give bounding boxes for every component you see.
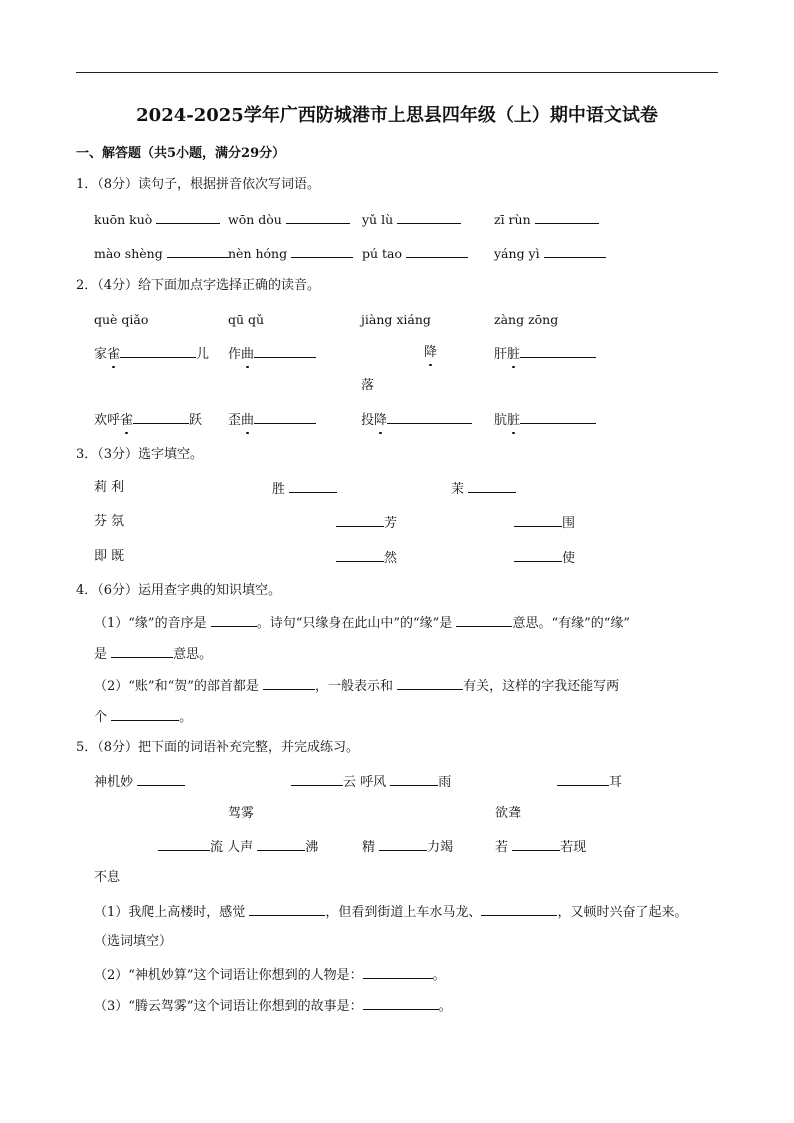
q1-pinyin: kuōn kuò <box>94 212 153 227</box>
answer-blank[interactable] <box>390 773 438 786</box>
answer-blank[interactable] <box>397 211 461 224</box>
answer-blank[interactable] <box>257 838 305 851</box>
q2-word <box>94 411 202 429</box>
answer-blank[interactable] <box>514 514 562 527</box>
q1-pinyin: yǔ lù <box>362 212 394 227</box>
q5-heading: 5．（8分）把下面的词语补充完整，并完成练习。 <box>76 740 360 755</box>
text-part: （2）“神机妙算”这个词语让你想到的人物是： <box>94 968 363 983</box>
answer-blank[interactable] <box>291 245 353 258</box>
answer-blank[interactable] <box>336 549 384 562</box>
text-part: 。 <box>179 710 193 725</box>
word-part: 使 <box>562 551 576 566</box>
text-part: 个 <box>94 710 108 725</box>
text-part: 。 <box>438 999 452 1014</box>
q1-heading: 1．（8分）读句子，根据拼音依次写词语。 <box>76 177 321 192</box>
q4-line <box>94 614 630 632</box>
dotted-char: 曲 <box>241 347 255 362</box>
q1-pinyin: zī rùn <box>494 212 531 227</box>
q4-line <box>94 708 192 726</box>
word-part: 胜 <box>272 482 286 497</box>
word-part: 家 <box>94 347 108 362</box>
word-part: 然 <box>384 551 398 566</box>
dotted-char: 降 <box>374 413 388 428</box>
text-part: （3）“腾云驾雾”这个词语让你想到的故事是： <box>94 999 363 1014</box>
q2-word <box>494 411 596 429</box>
word-part: 投 <box>361 413 375 428</box>
word-part: 歪 <box>228 413 242 428</box>
answer-blank[interactable] <box>387 411 472 424</box>
q2-word <box>361 411 472 429</box>
q4-line <box>94 677 619 695</box>
text-part: 意思。“有缘”的“缘” <box>512 616 631 631</box>
answer-blank[interactable] <box>133 411 189 424</box>
answer-blank[interactable] <box>520 411 596 424</box>
q3-char-pair: 即 既 <box>94 549 125 564</box>
answer-blank[interactable] <box>535 211 599 224</box>
word-part: 肝 <box>494 347 508 362</box>
section-heading: 一、解答题（共5小题，满分29分） <box>76 146 286 161</box>
answer-blank[interactable] <box>156 211 220 224</box>
text-part: ，但看到街道上车水马龙、 <box>325 905 482 920</box>
answer-blank[interactable] <box>286 211 350 224</box>
answer-blank[interactable] <box>557 773 609 786</box>
q4-line <box>94 645 212 663</box>
q3-item <box>336 549 397 567</box>
word-part: 神机妙 <box>94 775 134 790</box>
answer-blank[interactable] <box>263 677 315 690</box>
q5-sentence <box>94 903 687 921</box>
text-part: （1）我爬上高楼时，感觉 <box>94 905 246 920</box>
text-part: （2）“账”和“贺”的部首都是 <box>94 679 259 694</box>
q2-pinyin-choice: què qiǎo <box>94 312 149 327</box>
answer-blank[interactable] <box>363 966 433 979</box>
word-part: 作 <box>228 347 242 362</box>
answer-blank[interactable] <box>336 514 384 527</box>
q3-item <box>514 549 575 567</box>
word-part: 流 人声 <box>210 840 254 855</box>
answer-blank[interactable] <box>111 708 179 721</box>
q4-heading: 4．（6分）运用查字典的知识填空。 <box>76 583 282 598</box>
answer-blank[interactable] <box>397 677 463 690</box>
q2-pinyin-choice: qū qǔ <box>228 312 265 327</box>
word-part: 耳 <box>609 775 623 790</box>
answer-blank[interactable] <box>254 345 316 358</box>
answer-blank[interactable] <box>111 645 173 658</box>
text-part: 。诗句“只缘身在此山中”的“缘”是 <box>256 616 453 631</box>
word-part: 雨 <box>438 775 452 790</box>
q5-item: 欲聋 <box>495 806 522 821</box>
word-part: 茉 <box>451 482 465 497</box>
q5-item: 不息 <box>94 870 121 885</box>
q3-char-pair: 莉 利 <box>94 480 125 495</box>
text-part: 。 <box>432 968 446 983</box>
answer-blank[interactable] <box>120 345 196 358</box>
q5-sentence <box>94 997 452 1015</box>
answer-blank[interactable] <box>249 903 325 916</box>
q1-pinyin: yáng yì <box>494 246 540 261</box>
word-part: 精 <box>362 840 376 855</box>
q2-word <box>424 345 437 361</box>
word-part: 沸 <box>305 840 319 855</box>
q5-item <box>158 838 318 856</box>
text-part: （1）“缘”的音序是 <box>94 616 207 631</box>
dotted-char: 曲 <box>241 413 255 428</box>
q2-heading: 2．（4分）给下面加点字选择正确的读音。 <box>76 278 321 293</box>
q2-word <box>494 345 596 363</box>
q3-char-pair: 芬 氛 <box>94 514 125 529</box>
text-part: ，又顿时兴奋了起来。 <box>557 905 688 920</box>
word-part: 跃 <box>189 413 203 428</box>
header-rule <box>76 72 718 73</box>
answer-blank[interactable] <box>254 411 316 424</box>
q5-item <box>557 773 622 791</box>
dotted-char: 脏 <box>507 347 521 362</box>
word-part: 力竭 <box>427 840 454 855</box>
word-part: 儿 <box>196 347 210 362</box>
word-part: 围 <box>562 516 576 531</box>
answer-blank[interactable] <box>211 614 257 627</box>
text-part: 有关，这样的字我还能写两 <box>463 679 620 694</box>
dotted-char: 雀 <box>107 347 121 362</box>
dotted-char: 雀 <box>120 413 134 428</box>
q3-item <box>514 514 575 532</box>
q3-item <box>336 514 397 532</box>
q3-item <box>272 480 337 498</box>
q2-pinyin-choice: jiàng xiáng <box>361 312 431 327</box>
q3-heading: 3．（3分）选字填空。 <box>76 447 204 462</box>
answer-blank[interactable] <box>456 614 512 627</box>
q2-pinyin-choice: zàng zōng <box>494 312 559 327</box>
answer-blank[interactable] <box>291 773 343 786</box>
answer-blank[interactable] <box>289 480 337 493</box>
q1-pinyin: nèn hóng <box>228 246 288 261</box>
q2-word <box>228 411 316 429</box>
answer-blank[interactable] <box>167 245 229 258</box>
text-part: ，一般表示和 <box>315 679 394 694</box>
word-part: 若 <box>495 840 509 855</box>
q5-sentence <box>94 966 446 984</box>
word-part: 芳 <box>384 516 398 531</box>
q3-item <box>451 480 516 498</box>
answer-blank[interactable] <box>512 838 560 851</box>
answer-blank[interactable] <box>379 838 427 851</box>
answer-blank[interactable] <box>406 245 468 258</box>
q1-pinyin: wōn dòu <box>228 212 282 227</box>
page-title: 2024-2025学年广西防城港市上思县四年级（上）期中语文试卷 <box>136 105 658 126</box>
q1-pinyin: mào shèng <box>94 246 163 261</box>
q2-word <box>228 345 316 363</box>
q5-item <box>94 773 185 791</box>
word-part: 云 呼风 <box>343 775 387 790</box>
answer-blank[interactable] <box>468 480 516 493</box>
q5-sentence: （选词填空） <box>94 934 173 949</box>
q5-item <box>362 838 453 856</box>
q2-word: 落 <box>361 378 375 393</box>
answer-blank[interactable] <box>363 997 439 1010</box>
q2-word <box>94 345 209 363</box>
q1-pinyin: pú tao <box>362 246 403 261</box>
q5-item <box>291 773 451 791</box>
word-part: 若现 <box>560 840 587 855</box>
dotted-char: 脏 <box>507 413 521 428</box>
answer-blank[interactable] <box>544 245 606 258</box>
dotted-char: 降 <box>424 345 438 360</box>
text-part: 是 <box>94 647 108 662</box>
word-part: 欢呼 <box>94 413 121 428</box>
q5-item <box>495 838 586 856</box>
answer-blank[interactable] <box>158 838 210 851</box>
answer-blank[interactable] <box>137 773 185 786</box>
text-part: 意思。 <box>173 647 213 662</box>
answer-blank[interactable] <box>514 549 562 562</box>
answer-blank[interactable] <box>481 903 557 916</box>
answer-blank[interactable] <box>520 345 596 358</box>
q5-item: 驾雾 <box>228 806 255 821</box>
word-part: 肮 <box>494 413 508 428</box>
